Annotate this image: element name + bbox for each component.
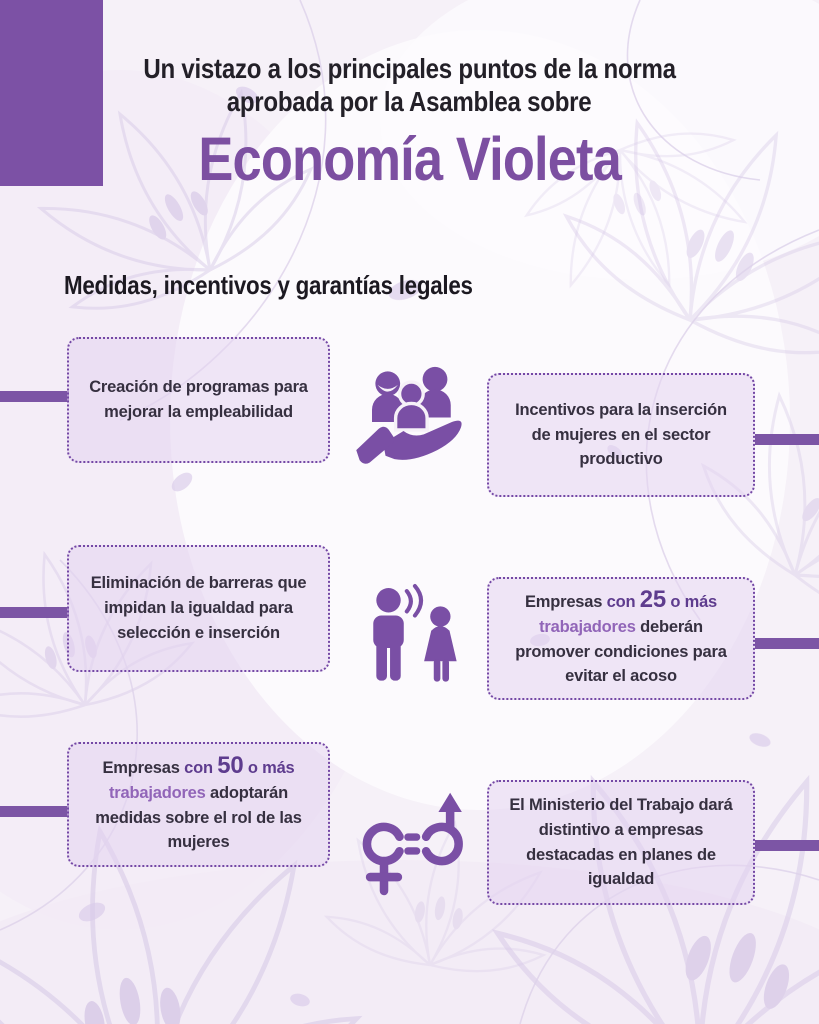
connector-line-left-3 (0, 806, 69, 817)
connector-line-right-2 (755, 638, 819, 649)
connector-line-left-2 (0, 607, 69, 618)
card-text: El Ministerio del Trabajo dará distintivo a empresas destacadas en planes de igualdad (509, 796, 733, 889)
connector-line-right-1 (755, 434, 819, 445)
card-text: Empresas con 50 o más trabajadores adoptarán medidas sobre el rol de las mujeres (95, 752, 302, 852)
hand-holding-people-icon (345, 352, 480, 492)
section-heading: Medidas, incentivos y garantías legales (64, 270, 473, 300)
card-text: Eliminación de barreras que impidan la igualdad para selección e inserción (90, 574, 307, 642)
card-eliminacion-barreras (67, 545, 330, 672)
intro-header (60, 52, 759, 118)
connector-line-right-3 (755, 840, 819, 851)
card-text: Creación de programas para mejorar la empleabilidad (89, 378, 308, 421)
card-empresas-50-trabajadores (67, 742, 330, 867)
card-empresas-25-trabajadores (487, 577, 755, 700)
page-title: Economía Violeta (198, 125, 621, 193)
card-creacion-programas (67, 337, 330, 463)
card-incentivos-insercion (487, 373, 755, 497)
card-text: Empresas con 25 o más trabajadores deberán promover condiciones para evitar el acoso (515, 586, 727, 686)
gender-equality-icon (352, 786, 480, 902)
connector-line-left-1 (0, 391, 69, 402)
man-woman-harassment-icon (357, 582, 479, 710)
intro-line-1: Un vistazo a los principales puntos de la norma (143, 53, 676, 84)
card-text: Incentivos para la inserción de mujeres en el sector productivo (515, 400, 727, 469)
card-ministerio-trabajo (487, 780, 755, 905)
intro-line-2: aprobada por la Asamblea sobre (227, 86, 592, 118)
